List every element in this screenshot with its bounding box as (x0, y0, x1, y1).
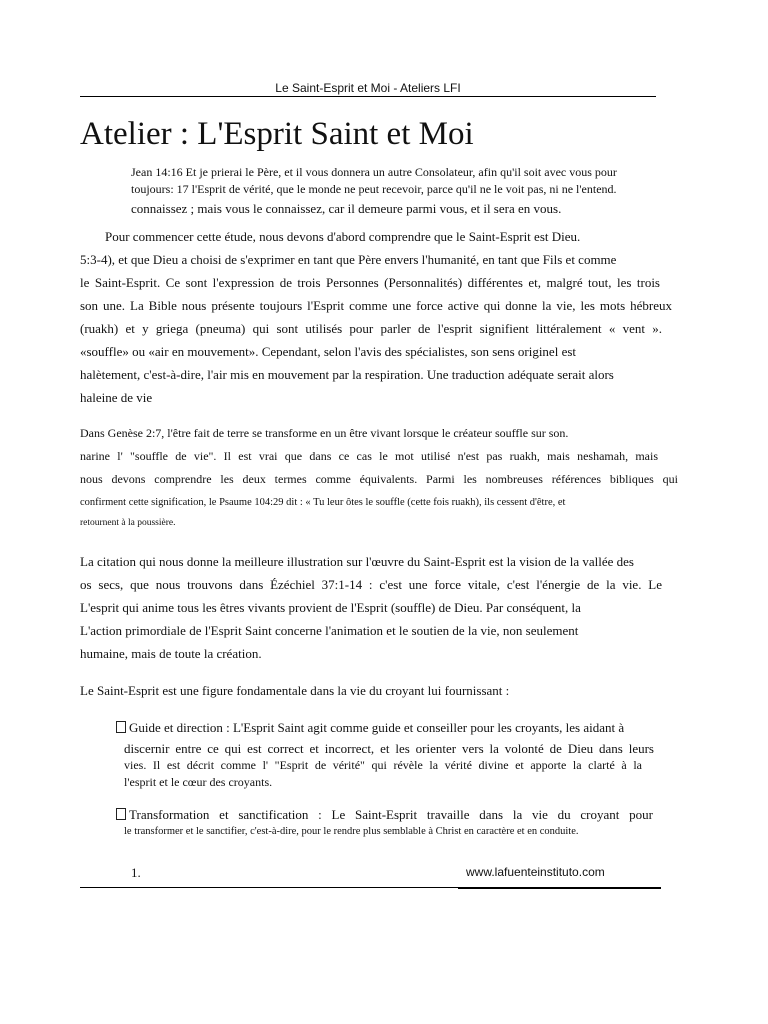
quote-line: toujours: 17 l'Esprit de vérité, que le monde ne peut recevoir, parce qu'il ne le voit pas, ni ne l'entend. (131, 182, 617, 196)
paragraph-line: Dans Genèse 2:7, l'être fait de terre se transforme en un être vivant lorsque le créateur souffle sur son. (80, 426, 569, 440)
list-item-line: l'esprit et le cœur des croyants. (124, 775, 273, 789)
paragraph-line: narine l' "souffle de vie". Il est vrai que dans ce cas le mot utilisé n'est pas ruakh, mais neshamah, mais (80, 449, 658, 463)
website-link[interactable]: www.lafuenteinstituto.com (466, 865, 605, 879)
checkbox-glyph-icon (116, 721, 126, 733)
quote-line: connaissez ; mais vous le connaissez, car il demeure parmi vous, et il sera en vous. (131, 201, 562, 216)
paragraph-line: Pour commencer cette étude, nous devons d'abord comprendre que le Saint-Esprit est Dieu. (105, 229, 581, 244)
running-header: Le Saint-Esprit et Moi - Ateliers LFI (275, 81, 461, 95)
paragraph-line: os secs, que nous trouvons dans Ézéchiel 37:1-14 : c'est une force vitale, c'est l'énergie de la vie. Le (80, 577, 662, 592)
paragraph-line: confirment cette signification, le Psaume 104:29 dit : « Tu leur ôtes le souffle (cette fois ruakh), ils cessent d'être, et (80, 497, 566, 508)
quote-line: Jean 14:16 Et je prierai le Père, et il vous donnera un autre Consolateur, afin qu'il soit avec vous pour (131, 165, 617, 179)
checkbox-glyph-icon (116, 808, 126, 820)
paragraph-line: (ruakh) et y griega (pneuma) qui sont utilisés pour parler de l'esprit signifient littéralement « vent ». (80, 321, 662, 336)
list-item (116, 806, 653, 823)
page-title: Atelier : L'Esprit Saint et Moi (80, 116, 474, 152)
paragraph-line: L'action primordiale de l'Esprit Saint concerne l'animation et le soutien de la vie, non seulement (80, 623, 579, 638)
paragraph-line: haleine de vie (80, 390, 153, 405)
paragraph-line: «souffle» ou «air en mouvement». Cependant, selon l'avis des spécialistes, son sens originel est (80, 344, 577, 359)
page-number: 1. (131, 865, 141, 880)
paragraph-line: La citation qui nous donne la meilleure illustration sur l'œuvre du Saint-Esprit est la vision de la vallée des (80, 554, 634, 569)
list-item (116, 719, 624, 736)
list-intro: Le Saint-Esprit est une figure fondamentale dans la vie du croyant lui fournissant : (80, 683, 510, 698)
footer-rule (458, 887, 661, 889)
list-item-line: discernir entre ce qui est correct et incorrect, et les orienter vers la volonté de Dieu dans leurs (124, 741, 654, 756)
list-item-line: le transformer et le sanctifier, c'est-à-dire, pour le rendre plus semblable à Christ en caractère et en conduite. (124, 826, 579, 837)
paragraph-line: son une. La Bible nous présente toujours l'Esprit comme une force active qui donne la vie, les mots hébreux (80, 298, 672, 313)
paragraph-line: 5:3-4), et que Dieu a choisi de s'exprimer en tant que Père envers l'humanité, en tant que Fils et comme (80, 252, 617, 267)
paragraph-line: le Saint-Esprit. Ce sont l'expression de trois Personnes (Personnalités) différentes et, malgré tout, les trois (80, 275, 660, 290)
footer-rule (80, 887, 458, 888)
paragraph-line: nous devons comprendre les deux termes comme équivalents. Parmi les nombreuses références bibliques qui (80, 472, 678, 486)
list-item-text: Guide et direction : L'Esprit Saint agit comme guide et conseiller pour les croyants, les aidant à (129, 720, 625, 735)
list-item-line: vies. Il est décrit comme l' "Esprit de vérité" qui révèle la vérité divine et apporte la clarté à la (124, 758, 642, 772)
list-item-text: Transformation et sanctification : Le Saint-Esprit travaille dans la vie du croyant pour (129, 807, 653, 822)
paragraph-line: retournent à la poussière. (80, 518, 176, 528)
paragraph-line: L'esprit qui anime tous les êtres vivants provient de l'Esprit (souffle) de Dieu. Par conséquent, la (80, 600, 581, 615)
header-rule (80, 96, 656, 97)
paragraph-line: humaine, mais de toute la création. (80, 646, 262, 661)
paragraph-line: halètement, c'est-à-dire, l'air mis en mouvement par la respiration. Une traduction adéquate serait alors (80, 367, 614, 382)
